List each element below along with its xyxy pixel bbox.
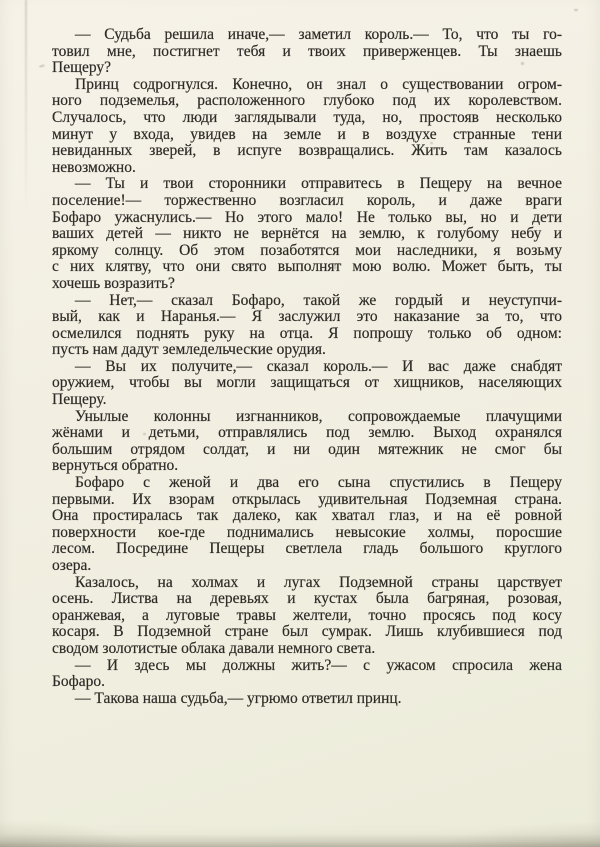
text-line: Пещеру. [52, 391, 107, 409]
paragraph [52, 27, 562, 77]
text-line: хочешь возразить? [52, 274, 175, 292]
text-line: Унылые колонны изгнанников, сопровождаемые плачущими [75, 407, 562, 425]
text-line: оружием, чтобы вы могли защищаться от хищников, населяющих [52, 374, 562, 392]
text-line: вый, как и Наранья.— Я заслужил это наказание за то, что [52, 308, 562, 326]
scan-speckle [333, 266, 337, 269]
text-line: поверхности кое-где поднимались невысокие холмы, поросшие [52, 523, 562, 541]
paragraph [52, 77, 562, 177]
text-line: Она простиралась так далеко, как хватал глаз, и на её ровной [52, 507, 562, 525]
page-edge-shadow [0, 834, 600, 847]
text-line: Казалось, на холмах и лугах Подземной страны царствует [75, 573, 562, 591]
text-line: Бофаро. [52, 673, 105, 691]
paragraph [52, 691, 562, 708]
text-line: — И здесь мы должны жить?— с ужасом спросила жена [75, 656, 562, 674]
paragraph [52, 293, 562, 359]
text-line: жёнами и детьми, отправлялись под землю. Выход охранялся [52, 424, 562, 442]
paragraph [52, 658, 562, 691]
text-line: ного подземелья, расположенного глубоко под их королевством. [52, 92, 562, 110]
text-line: — Ты и твои сторонники отправитесь в Пещеру на вечное [75, 175, 562, 193]
page-text [52, 27, 562, 707]
text-line: осень. Листва на деревьях и кустах была багряная, розовая, [52, 590, 562, 608]
paragraph [52, 575, 562, 658]
scan-speckle [521, 62, 524, 65]
text-line: — Нет,— сказал Бофаро, такой же гордый и неуступчи- [75, 291, 562, 309]
scan-speckle [430, 142, 433, 144]
text-line: большим отрядом солдат, и ни один мятежник не смог бы [52, 440, 562, 458]
text-line: вернуться обратно. [52, 457, 179, 475]
text-line: Бофаро с женой и два его сына спустились в Пещеру [75, 474, 562, 492]
text-line: — Такова наша судьба,— угрюмо ответил принц. [75, 689, 402, 707]
text-line: косаря. В Подземной стране был сумрак. Лишь клубившиеся под [52, 623, 562, 641]
scan-speckle [39, 64, 45, 67]
text-line: — Судьба решила иначе,— заметил король.— То, что ты го- [75, 26, 562, 43]
text-line: товил мне, постигнет тебя и твоих приверженцев. Ты знаешь [52, 42, 562, 60]
paragraph [52, 359, 562, 409]
text-line: осмелился поднять руку на отца. Я попрошу только об одном: [52, 324, 562, 342]
text-line: Принц содрогнулся. Конечно, он знал о существовании огром- [75, 75, 562, 93]
text-line: Бофаро ужаснулись.— Но этого мало! Не только вы, но и дети [52, 208, 562, 226]
text-line: минут у входа, увидев на земле и в воздухе странные тени [52, 125, 562, 143]
text-line: оранжевая, а луговые травы желтели, точно просясь под косу [52, 606, 562, 624]
text-line: первыми. Их взорам открылась удивительная Подземная страна. [52, 490, 562, 508]
text-line: — Вы их получите,— сказал король.— И вас даже снабдят [75, 357, 562, 375]
text-line: ваших детей — никто не вернётся на землю, к голубому небу и [52, 225, 562, 243]
text-line: поселение!— торжественно возгласил король, и даже враги [52, 191, 562, 209]
scan-speckle [574, 9, 578, 11]
text-line: с них клятву, что они свято выполнят мою волю. Может быть, ты [52, 258, 562, 276]
text-line: невозможно. [52, 158, 136, 176]
paragraph [52, 409, 562, 475]
scan-speckle [143, 433, 146, 435]
text-line: яркому солнцу. Об этом позаботятся мои наследники, я возьму [52, 241, 562, 259]
paragraph [52, 176, 562, 292]
page-fold-shadow [25, 0, 27, 220]
paragraph [52, 475, 562, 575]
text-line: пусть нам дадут земледельческие орудия. [52, 341, 326, 359]
text-line: сводом золотистые облака давали немного света. [52, 639, 376, 657]
text-line: Случалось, что люди заглядывали туда, но, простояв несколько [52, 108, 562, 126]
text-line: лесом. Посредине Пещеры светлела гладь большого круглого [52, 540, 562, 558]
text-line: Пещеру? [52, 59, 112, 77]
text-line: невиданных зверей, в испуге возвращались. Жить там казалось [52, 142, 562, 160]
text-line: озера. [52, 557, 92, 574]
